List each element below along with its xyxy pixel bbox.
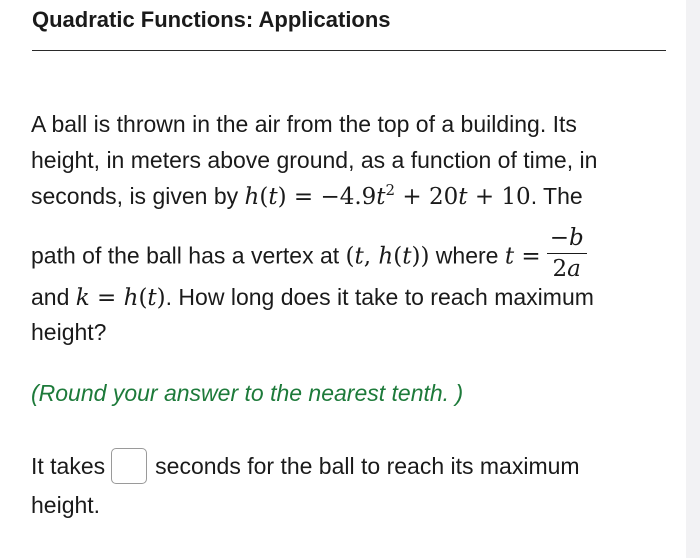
answer-suffix: seconds for the ball to reach its maximum [155, 452, 580, 479]
answer-input[interactable] [111, 448, 147, 484]
vertex-point: (t, h(t)) [345, 243, 430, 270]
problem-line-4-text: path of the ball has a vertex at [31, 242, 346, 269]
problem-line-5-text-2: . How long does it take to reach maximum [165, 284, 594, 310]
problem-line-5-text-1: and [31, 284, 76, 310]
problem-line-6: height? [31, 319, 107, 345]
page-title: Quadratic Functions: Applications [32, 7, 391, 32]
height-function-equation: $h(t) = -4.9t^2 + 20t + 10$ [244, 181, 531, 210]
answer-prefix: It takes [31, 452, 106, 479]
k-equation: k = h(t) [75, 285, 166, 311]
problem-line-4-where: where [429, 242, 505, 269]
rounding-hint: (Round your answer to the nearest tenth. ) [31, 380, 464, 406]
title-divider [32, 50, 666, 51]
fraction-numerator: −b [547, 224, 587, 254]
vertex-fraction [547, 224, 587, 283]
problem-line-1: A ball is thrown in the air from the top of a building. Its [31, 111, 577, 137]
answer-line [31, 446, 580, 486]
answer-line-2: height. [31, 492, 101, 518]
problem-line-3 [31, 181, 583, 212]
fraction-denominator: 2a [552, 256, 581, 282]
problem-line-4 [31, 225, 587, 287]
problem-line-3-text: seconds, is given by [31, 183, 245, 209]
problem-line-3-end: . The [530, 183, 583, 209]
problem-line-5 [31, 282, 594, 313]
t-equals: t = [504, 243, 541, 270]
problem-line-2: height, in meters above ground, as a function of time, in [31, 147, 598, 173]
